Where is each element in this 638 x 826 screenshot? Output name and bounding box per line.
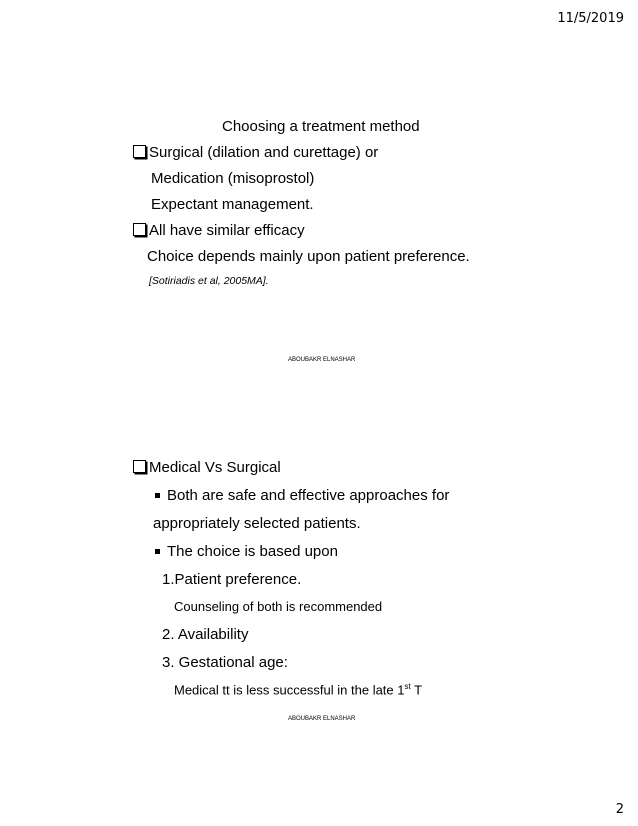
header-date: 11/5/2019 bbox=[557, 11, 624, 26]
slide2-item2: 2. Availability bbox=[162, 626, 249, 643]
checkbox-bullet-icon bbox=[133, 145, 146, 158]
slide1-footer: ABOUBAKR ELNASHAR bbox=[288, 357, 356, 363]
slide1-item-surgical: Surgical (dilation and curettage) or bbox=[133, 144, 378, 161]
slide2-bullet2: The choice is based upon bbox=[155, 543, 338, 560]
slide1-item-efficacy: All have similar efficacy bbox=[133, 222, 305, 239]
square-bullet-icon bbox=[155, 493, 160, 498]
square-bullet-icon bbox=[155, 549, 160, 554]
slide2-heading: Medical Vs Surgical bbox=[133, 459, 281, 476]
slide1-item-choice: Choice depends mainly upon patient preference. bbox=[147, 248, 470, 265]
slide2-bullet1-cont: appropriately selected patients. bbox=[153, 515, 361, 532]
slide1-item-medication: Medication (misoprostol) bbox=[151, 170, 315, 187]
slide2-bullet1: Both are safe and effective approaches for bbox=[155, 487, 449, 504]
slide1-citation: [Sotiriadis et al, 2005MA]. bbox=[149, 275, 269, 287]
slide1-title: Choosing a treatment method bbox=[222, 118, 420, 135]
slide2-item1: 1.Patient preference. bbox=[162, 571, 302, 588]
slide2-item1-note: Counseling of both is recommended bbox=[174, 599, 383, 614]
slide2-footer: ABOUBAKR ELNASHAR bbox=[288, 716, 356, 722]
checkbox-bullet-icon bbox=[133, 460, 146, 473]
checkbox-bullet-icon bbox=[133, 223, 146, 236]
slide2-item3: 3. Gestational age: bbox=[162, 654, 288, 671]
page-number: 2 bbox=[615, 802, 624, 817]
slide1-item-expectant: Expectant management. bbox=[151, 196, 314, 213]
slide2-item3-note: Medical tt is less successful in the late 1st T bbox=[174, 682, 423, 698]
